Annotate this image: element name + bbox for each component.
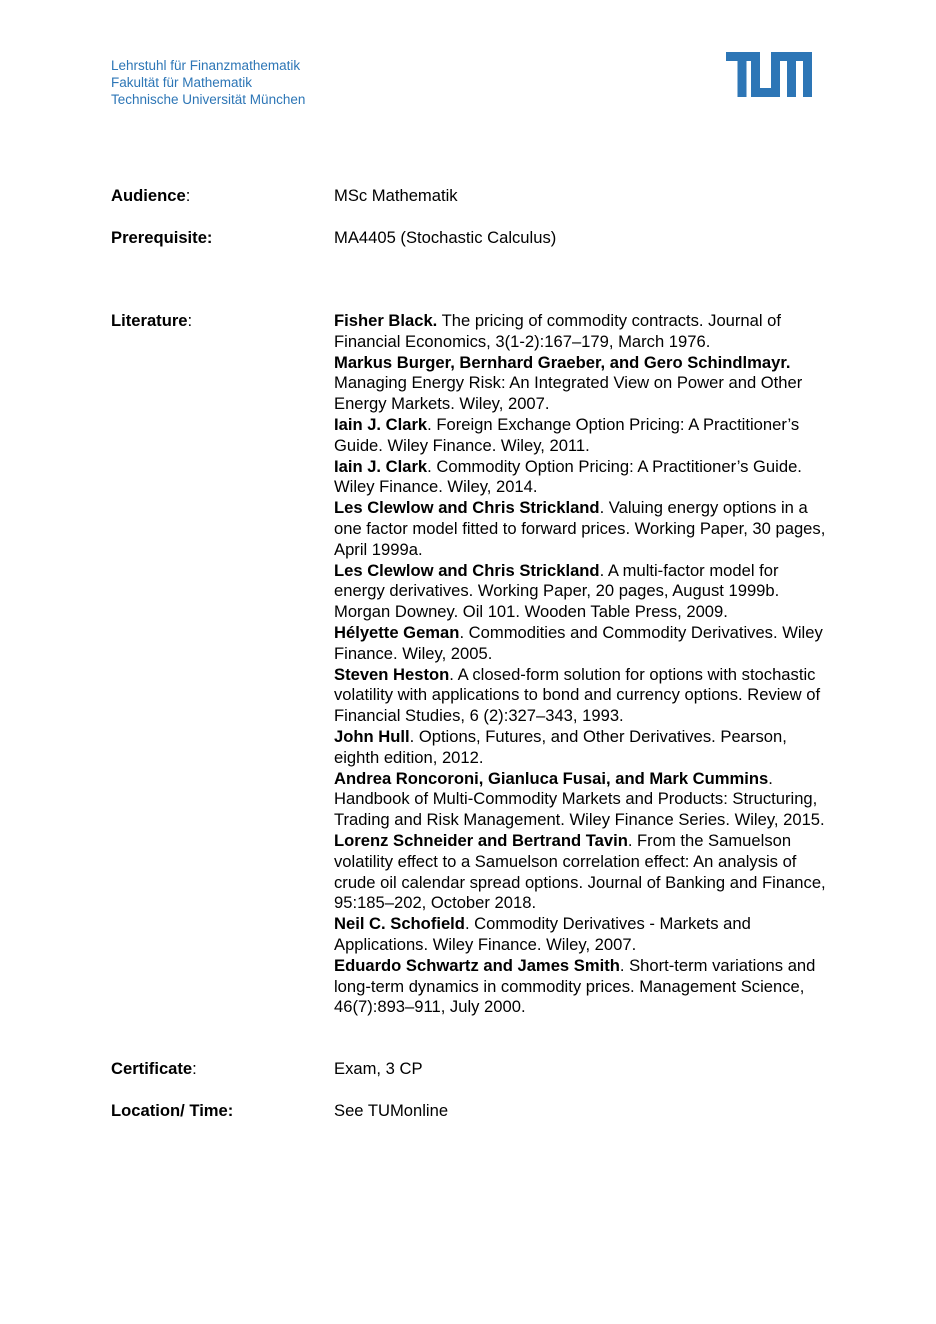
literature-label: Literature: (111, 311, 193, 330)
certificate-label: Certificate: (111, 1059, 197, 1078)
location-value: See TUMonline (334, 1101, 449, 1120)
reference-item: Andrea Roncoroni, Gianluca Fusai, and Mark Cummins. Handbook of Multi-Commodity Markets and Products: Structuring, Trading and Risk Management. Wiley Finance Series. Wiley, 2015. (334, 768, 825, 830)
audience-value: MSc Mathematik (334, 186, 458, 205)
reference-item: Steven Heston. A closed-form solution for options with stochastic volatility with applications to bond and currency options. Review of Financial Studies, 6 (2):327–343, 1993. (334, 664, 821, 726)
tum-logo-icon (726, 52, 812, 97)
literature-list (334, 311, 829, 1018)
location-label: Location/ Time: (111, 1101, 234, 1120)
university-name: Technische Universität München (111, 92, 306, 107)
reference-item: Neil C. Schofield. Commodity Derivatives - Markets and Applications. Wiley Finance. Wiley, 2007. (334, 914, 751, 954)
reference-item: Iain J. Clark. Foreign Exchange Option Pricing: A Practitioner’s Guide. Wiley Finance. Wiley, 2011. (334, 414, 800, 455)
chair-header (111, 57, 305, 108)
certificate-value: Exam, 3 CP (334, 1059, 423, 1078)
tum-logo (726, 52, 812, 97)
reference-item: Fisher Black. The pricing of commodity contracts. Journal of Financial Economics, 3(1-2):167–179, March 1976. (334, 311, 782, 351)
reference-item: Morgan Downey. Oil 101. Wooden Table Press, 2009. (334, 602, 728, 622)
reference-item: Iain J. Clark. Commodity Option Pricing: A Practitioner’s Guide. Wiley Finance. Wiley, 2014. (334, 456, 802, 497)
reference-item: Eduardo Schwartz and James Smith. Short-term variations and long-term dynamics in commodity prices. Management Science, 46(7):893–911, July 2000. (334, 955, 816, 1017)
audience-label: Audience: (111, 186, 191, 205)
reference-item: Hélyette Geman. Commodities and Commodity Derivatives. Wiley Finance. Wiley, 2005. (334, 622, 823, 663)
reference-item: Lorenz Schneider and Bertrand Tavin. From the Samuelson volatility effect to a Samuelson correlation effect: An analysis of crude oil calendar spread options. Journal of Banking and Finance, 95:185–202, October 2018. (334, 830, 826, 913)
reference-item: Les Clewlow and Chris Strickland. Valuing energy options in a one factor model fitted to forward prices. Working Paper, 30 pages, April 1999a. (334, 498, 826, 559)
chair-name: Lehrstuhl für Finanzmathematik (111, 58, 301, 73)
prerequisite-label: Prerequisite: (111, 228, 213, 247)
reference-item: Les Clewlow and Chris Strickland. A multi-factor model for energy derivatives. Working Paper, 20 pages, August 1999b. (334, 560, 780, 601)
reference-item: Markus Burger, Bernhard Graeber, and Gero Schindlmayr. Managing Energy Risk: An Integrated View on Power and Other Energy Markets. Wiley, 2007. (334, 352, 803, 414)
reference-item: John Hull. Options, Futures, and Other Derivatives. Pearson, eighth edition, 2012. (334, 726, 787, 767)
faculty-name: Fakultät für Mathematik (111, 75, 253, 90)
prerequisite-value: MA4405 (Stochastic Calculus) (334, 228, 557, 247)
